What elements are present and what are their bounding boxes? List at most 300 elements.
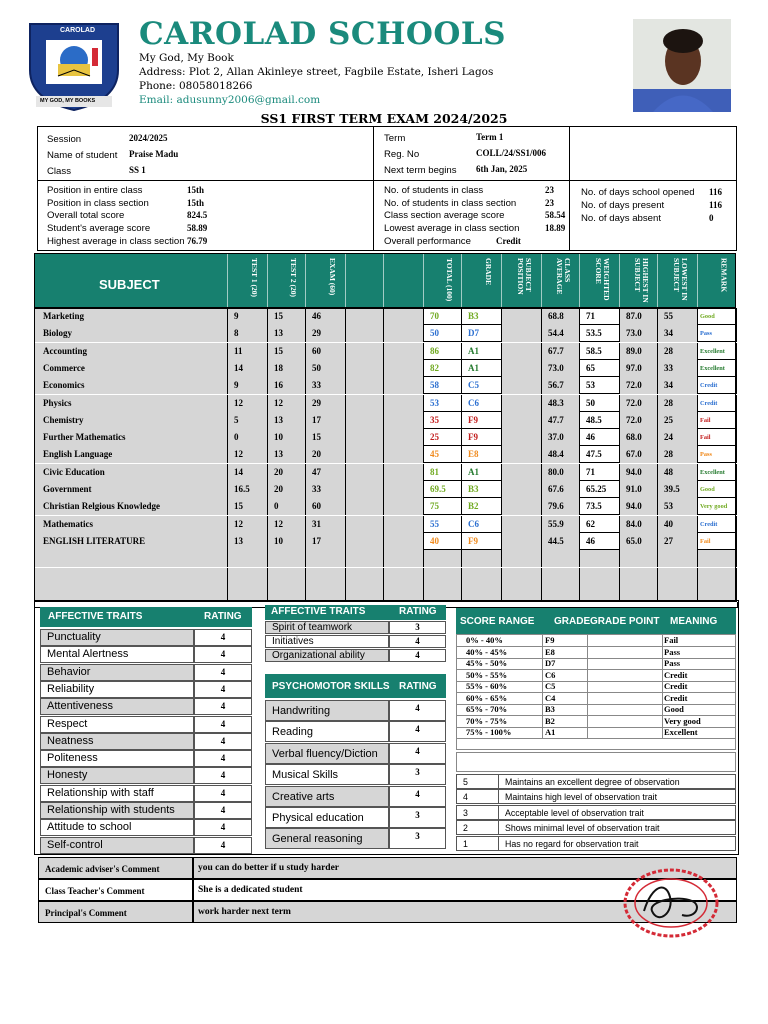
stat-label: Student's average score [47,223,151,235]
cell-blank2 [384,343,424,360]
cell-w: 71 [580,308,620,325]
cell-avg: 48.4 [542,446,580,463]
cell-remark: Credit [698,395,737,412]
cell-remark: Excellent [698,464,737,481]
skill-rating: 4 [389,743,446,764]
cell-exam: 29 [306,325,346,342]
grading-meaning: Fail [664,635,679,645]
cell-blank1 [346,412,384,429]
trait-label: Relationship with staff [40,785,194,802]
cell-w: 53 [580,377,620,394]
cell-hi: 67.0 [620,446,658,463]
cell-t2: 12 [268,395,306,412]
cell-w: 65.25 [580,481,620,498]
grading-grade: B3 [545,704,555,714]
cell-t1 [228,568,268,585]
stat-label: No. of days absent [581,213,661,224]
trait-row [40,629,252,646]
cell-avg: 73.0 [542,360,580,377]
cell-lo: 55 [658,308,698,325]
skill-rating: 4 [389,786,446,807]
observation-row [456,805,736,820]
cell-subj [35,550,228,567]
stat-label: Highest average in class section [47,235,185,247]
trait-row [265,635,446,648]
cell-total: 58 [424,377,462,394]
cell-total: 82 [424,360,462,377]
grading-grade: D7 [545,658,556,668]
stat-label: Overall performance [384,235,471,247]
column-header-test2: TEST 2 (20) [289,258,298,298]
trait-rating: 4 [194,819,252,836]
grading-grade: C5 [545,681,556,691]
affective2-rating-header: RATING [399,606,437,617]
cell-lo: 34 [658,377,698,394]
cell-total: 70 [424,308,462,325]
observation-row [456,836,736,851]
skill-label: Reading [265,721,389,742]
grading-range: 70% - 75% [466,715,508,726]
subject-row [34,464,736,481]
cell-remark [698,585,737,602]
student-name-value: Praise Madu [129,149,179,159]
cell-t1: 9 [228,377,268,394]
cell-blank2 [384,429,424,446]
cell-subj [35,585,228,602]
cell-lo: 40 [658,516,698,533]
cell-subj: Physics [35,395,228,412]
cell-hi [620,568,658,585]
subject-row [34,429,736,446]
cell-avg: 37.0 [542,429,580,446]
cell-pos [502,325,542,342]
stat-value: 58.54 [545,210,566,221]
cell-t2: 10 [268,429,306,446]
cell-lo: 28 [658,446,698,463]
subject-row [34,343,736,360]
trait-rating: 4 [389,649,446,662]
cell-blank1 [346,325,384,342]
cell-remark: Good [698,308,737,325]
cell-lo: 28 [658,395,698,412]
cell-grade: F9 [462,429,502,446]
column-header-total: TOTAL (100) [445,258,454,302]
subject-row [34,446,736,463]
cell-t2: 18 [268,360,306,377]
column-header-position: SUBJECT POSITION [516,258,533,295]
cell-grade: F9 [462,533,502,550]
cell-blank2 [384,360,424,377]
cell-hi: 73.0 [620,325,658,342]
grading-row [456,670,736,682]
trait-rating: 4 [194,664,252,681]
observation-score: 1 [463,838,468,849]
cell-lo: 53 [658,498,698,515]
observation-score: 3 [463,807,468,818]
cell-hi: 72.0 [620,412,658,429]
grading-range: 40% - 45% [466,646,508,657]
subject-row [34,395,736,412]
grading-range: 50% - 55% [466,669,508,680]
comment-label: Academic adviser's Comment [38,857,193,879]
cell-lo: 25 [658,412,698,429]
cell-blank2 [384,308,424,325]
grading-range: 65% - 70% [466,704,508,714]
trait-label: Respect [40,716,194,733]
cell-lo: 24 [658,429,698,446]
grading-row [456,681,736,693]
grading-range: 45% - 50% [466,658,508,668]
trait-row [40,767,252,784]
cell-grade: D7 [462,325,502,342]
term-label: Term [384,133,406,144]
cell-t2: 20 [268,481,306,498]
cell-grade: C5 [462,377,502,394]
cell-remark: Excellent [698,343,737,360]
column-header-remark: REMARK [719,258,729,293]
cell-pos [502,360,542,377]
stat-value: 76.79 [187,235,208,246]
cell-exam: 46 [306,308,346,325]
skill-label: General reasoning [265,828,389,849]
cell-subj: Commerce [35,360,228,377]
cell-remark [698,568,737,585]
trait-label: Mental Alertness [40,646,194,663]
grading-meaning: Pass [664,646,681,657]
empty-row [34,585,736,602]
cell-blank1 [346,533,384,550]
trait-rating: 4 [194,802,252,819]
cell-remark: Very good [698,498,737,515]
cell-avg: 80.0 [542,464,580,481]
grading-grade: E8 [545,646,555,657]
trait-label: Neatness [40,733,194,750]
school-name: CAROLAD SCHOOLS [139,16,507,52]
school-logo [24,20,124,112]
grading-meaning: Good [664,704,684,714]
cell-w: 46 [580,429,620,446]
stat-value: 116 [709,187,723,197]
cell-exam: 60 [306,343,346,360]
cell-blank2 [384,498,424,515]
observation-text: Maintains high level of observation trait [505,792,658,803]
skill-rating: 4 [389,721,446,742]
class-value: SS 1 [129,165,146,175]
cell-grade [462,568,502,585]
cell-subj: Further Mathematics [35,429,228,446]
cell-pos [502,395,542,412]
cell-w: 58.5 [580,343,620,360]
psychomotor-panel [265,674,446,854]
trait-rating: 4 [194,750,252,767]
cell-subj: Accounting [35,343,228,360]
cell-blank2 [384,464,424,481]
cell-blank1 [346,481,384,498]
cell-total: 55 [424,516,462,533]
cell-exam: 60 [306,498,346,515]
cell-grade: B2 [462,498,502,515]
affective-header: AFFECTIVE TRAITS [48,611,143,622]
cell-subj [35,568,228,585]
cell-exam [306,568,346,585]
trait-row [265,649,446,662]
skill-label: Handwriting [265,700,389,721]
cell-total: 86 [424,343,462,360]
cell-w: 73.5 [580,498,620,515]
next-term-value: 6th Jan, 2025 [476,164,528,174]
cell-exam: 33 [306,481,346,498]
cell-lo: 33 [658,360,698,377]
cell-blank2 [384,568,424,585]
trait-label: Punctuality [40,629,194,646]
cell-blank1 [346,568,384,585]
cell-total: 69.5 [424,481,462,498]
cell-w: 71 [580,464,620,481]
stat-value: 15th [187,185,205,195]
stat-value: 23 [545,197,554,208]
cell-hi: 89.0 [620,343,658,360]
cell-t2 [268,550,306,567]
grading-row [456,658,736,670]
cell-exam: 31 [306,516,346,533]
trait-rating: 4 [194,767,252,784]
regno-label: Reg. No [384,149,420,160]
cell-blank1 [346,498,384,515]
trait-label: Organizational ability [265,649,389,662]
trait-row [40,646,252,663]
subject-row [34,308,736,325]
cell-blank2 [384,585,424,602]
column-header-class_avg: CLASS AVERAGE [555,258,572,295]
subject-table-header [34,253,736,308]
grading-row [456,727,736,739]
cell-w [580,550,620,567]
trait-row [40,733,252,750]
cell-grade: C6 [462,395,502,412]
cell-blank1 [346,464,384,481]
trait-label: Self-control [40,837,194,854]
cell-total: 45 [424,446,462,463]
cell-t1: 14 [228,360,268,377]
observation-text: Has no regard for observation trait [505,838,639,849]
trait-row [40,802,252,819]
stat-value: 116 [709,200,723,210]
grading-range: 75% - 100% [466,727,512,737]
column-header-weighted: WEIGHTED SCORE [594,258,611,301]
trait-label: Behavior [40,664,194,681]
regno-value: COLL/24/SS1/006 [476,148,547,158]
grading-col-range: SCORE RANGE [460,616,535,627]
cell-pos [502,550,542,567]
cell-grade [462,585,502,602]
school-address: Address: Plot 2, Allan Akinleye street, Fagbile Estate, Isheri Lagos [139,66,494,78]
grading-row [456,704,736,716]
affective-traits-panel-2 [265,605,446,665]
cell-exam: 17 [306,412,346,429]
stat-value: 0 [709,213,714,223]
cell-avg: 44.5 [542,533,580,550]
observation-text: Shows minimal level of observation trait [505,823,660,834]
cell-t1: 12 [228,516,268,533]
grading-meaning: Excellent [664,727,698,737]
cell-pos [502,308,542,325]
cell-t2: 13 [268,325,306,342]
cell-subj: Economics [35,377,228,394]
cell-w: 47.5 [580,446,620,463]
trait-row [265,621,446,634]
cell-avg: 79.6 [542,498,580,515]
stat-label: Overall total score [47,210,125,222]
stat-value: 824.5 [187,210,208,221]
grading-row [456,635,736,647]
cell-total: 25 [424,429,462,446]
observation-score: 2 [463,823,468,834]
stat-value: 58.89 [187,223,208,234]
psychomotor-rating-header: RATING [399,681,437,692]
observation-score: 5 [463,777,468,787]
cell-avg: 67.6 [542,481,580,498]
cell-subj: ENGLISH LITERATURE [35,533,228,550]
cell-hi: 84.0 [620,516,658,533]
cell-total: 53 [424,395,462,412]
trait-rating: 4 [194,785,252,802]
cell-t1: 8 [228,325,268,342]
cell-blank1 [346,343,384,360]
trait-rating: 4 [194,733,252,750]
stat-value: 18.89 [545,223,566,234]
subject-row [34,516,736,533]
cell-t1: 12 [228,446,268,463]
next-term-label: Next term begins [384,165,457,176]
cell-blank2 [384,446,424,463]
cell-pos [502,533,542,550]
comment-text: work harder next term [193,901,737,923]
cell-w [580,568,620,585]
skill-rating: 4 [389,700,446,721]
cell-remark: Excellent [698,360,737,377]
trait-rating: 4 [194,681,252,698]
cell-t1: 15 [228,498,268,515]
cell-subj: Chemistry [35,412,228,429]
skill-row [265,764,446,785]
trait-rating: 4 [194,837,252,854]
cell-exam: 15 [306,429,346,446]
exam-title: SS1 FIRST TERM EXAM 2024/2025 [260,111,508,126]
subject-row [34,481,736,498]
cell-blank1 [346,516,384,533]
cell-lo [658,550,698,567]
subject-row [34,533,736,550]
empty-row [34,550,736,567]
trait-row [40,785,252,802]
grading-meaning: Credit [664,681,688,691]
cell-avg [542,550,580,567]
affective-rating-header: RATING [204,611,242,622]
cell-avg: 56.7 [542,377,580,394]
cell-hi: 68.0 [620,429,658,446]
stat-label: Class section average score [384,210,505,222]
cell-w: 65 [580,360,620,377]
skill-label: Verbal fluency/Diction [265,743,389,764]
cell-grade: A1 [462,360,502,377]
column-header-highest: HIGHEST IN SUBJECT [633,258,650,303]
cell-hi [620,585,658,602]
cell-grade [462,550,502,567]
cell-subj: English Language [35,446,228,463]
cell-blank2 [384,412,424,429]
affective-traits-panel [40,607,252,853]
grading-row [456,647,736,659]
cell-avg: 48.3 [542,395,580,412]
logo-text-bottom: MY GOD, MY BOOKS [40,98,96,104]
school-stamp [622,867,720,939]
cell-total: 35 [424,412,462,429]
trait-row [40,837,252,854]
cell-remark: Credit [698,377,737,394]
cell-t2 [268,585,306,602]
cell-subj: Government [35,481,228,498]
cell-grade: E8 [462,446,502,463]
cell-remark [698,550,737,567]
grading-row [456,693,736,705]
cell-pos [502,464,542,481]
cell-avg [542,568,580,585]
grading-row [456,716,736,728]
trait-label: Relationship with students [40,802,194,819]
stat-label: No. of students in class section [384,197,517,209]
cell-blank2 [384,377,424,394]
cell-avg [542,585,580,602]
cell-pos [502,377,542,394]
cell-blank2 [384,325,424,342]
school-motto: My God, My Book [139,52,234,64]
cell-t1: 9 [228,308,268,325]
cell-hi [620,550,658,567]
cell-hi: 87.0 [620,308,658,325]
cell-pos [502,412,542,429]
observation-row [456,774,736,789]
skill-rating: 3 [389,807,446,828]
cell-t2: 10 [268,533,306,550]
cell-hi: 94.0 [620,464,658,481]
cell-blank1 [346,585,384,602]
cell-lo: 27 [658,533,698,550]
cell-avg: 55.9 [542,516,580,533]
grading-grade: B2 [545,715,555,726]
cell-exam: 20 [306,446,346,463]
skill-row [265,828,446,849]
observation-text: Maintains an excellent degree of observation [505,777,680,787]
cell-lo: 39.5 [658,481,698,498]
cell-remark: Fail [698,429,737,446]
cell-w [580,585,620,602]
skill-label: Musical Skills [265,764,389,785]
cell-blank1 [346,360,384,377]
cell-pos [502,568,542,585]
grading-header [456,608,736,634]
student-info-box [37,126,737,251]
cell-total [424,568,462,585]
trait-row [40,716,252,733]
cell-exam: 33 [306,377,346,394]
cell-blank2 [384,395,424,412]
stat-value: 15th [187,197,205,208]
observation-text: Acceptable level of observation trait [505,807,644,818]
cell-t1: 11 [228,343,268,360]
cell-exam: 17 [306,533,346,550]
stat-label: Position in entire class [47,185,143,196]
cell-blank1 [346,377,384,394]
